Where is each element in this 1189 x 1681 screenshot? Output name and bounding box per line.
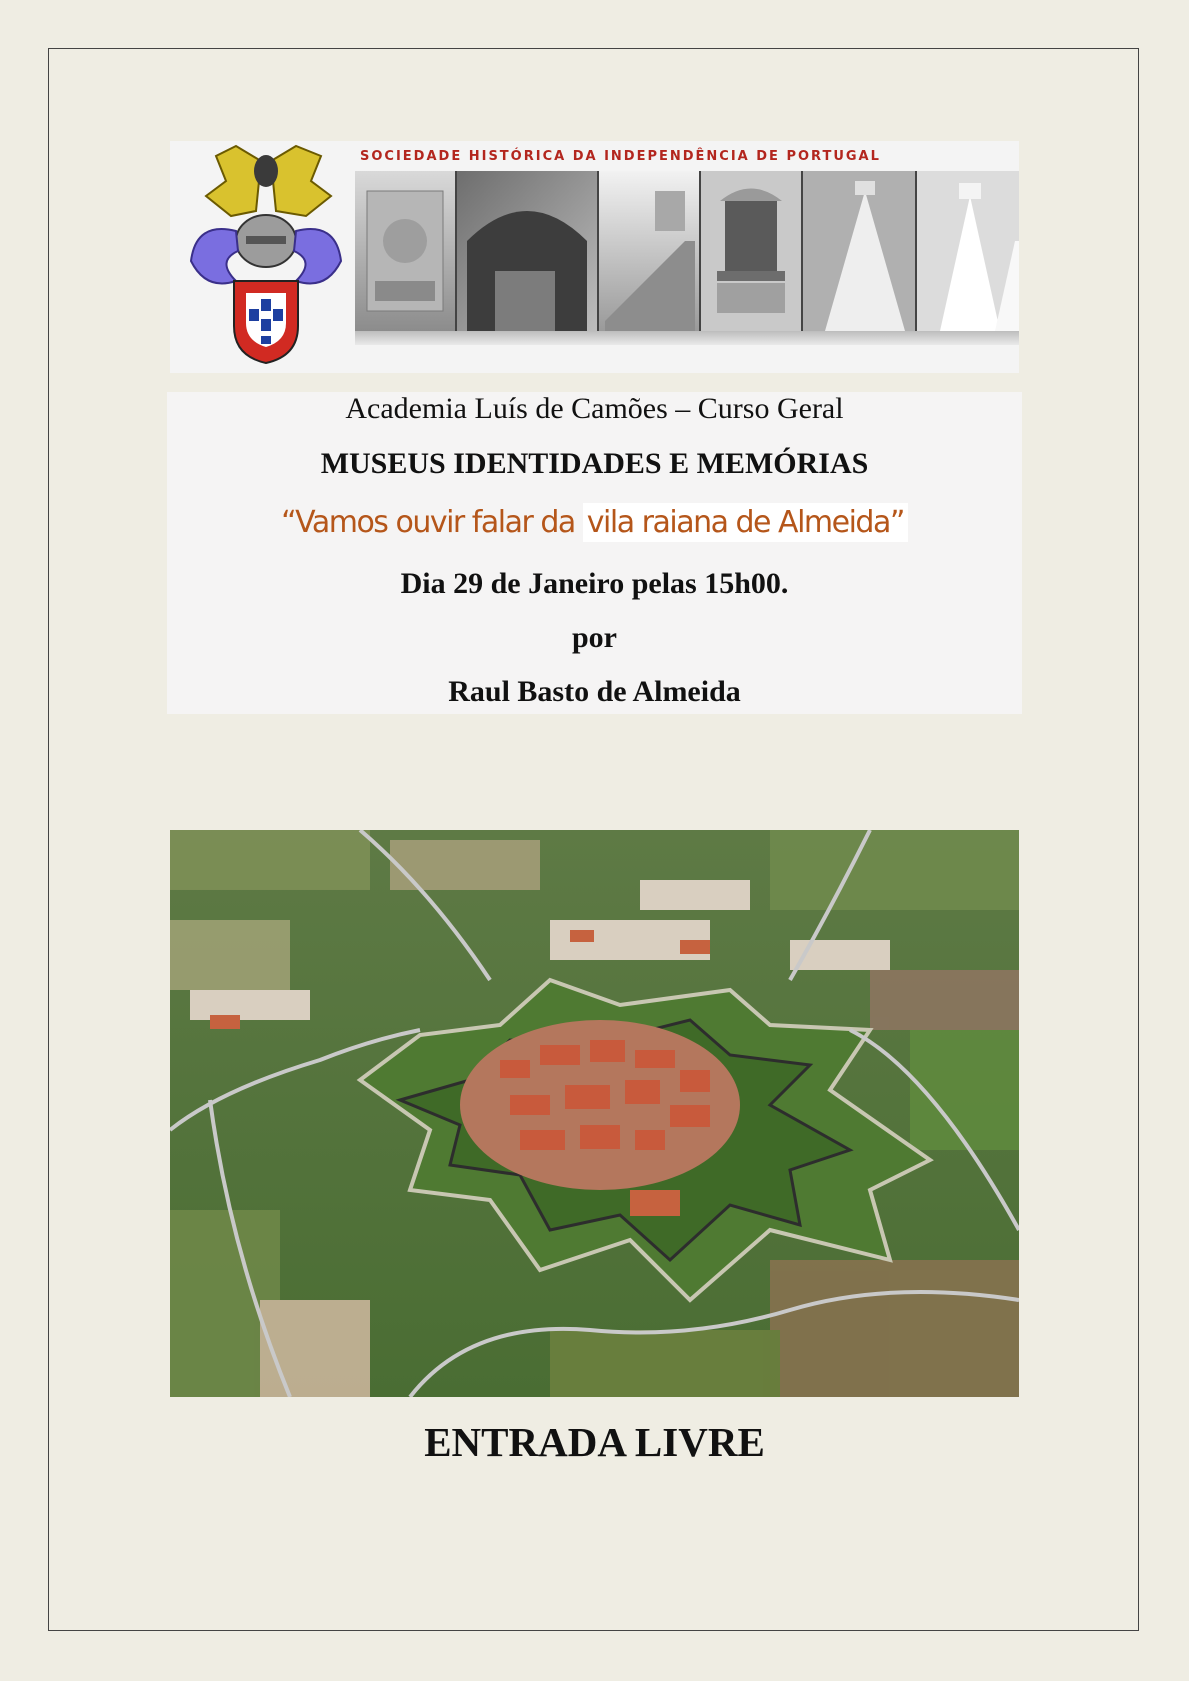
coat-of-arms-icon: [176, 141, 352, 373]
academy-line: Academia Luís de Camões – Curso Geral: [345, 392, 844, 425]
date-line: Dia 29 de Janeiro pelas 15h00.: [400, 567, 789, 600]
aerial-fortress-photo: [170, 830, 1019, 1397]
banner-photo-strip: [355, 171, 1019, 331]
society-name: SOCIEDADE HISTÓRICA DA INDEPENDÊNCIA DE PORTUGAL: [360, 149, 881, 164]
banner-base-strip: [355, 331, 1019, 345]
talk-title-part2: vila raiana de Almeida”: [583, 503, 908, 542]
event-info-panel: [167, 392, 1022, 714]
talk-title-part1: “Vamos ouvir falar da: [281, 505, 583, 540]
speaker-name: Raul Basto de Almeida: [448, 675, 741, 708]
series-title: MUSEUS IDENTIDADES E MEMÓRIAS: [320, 447, 869, 480]
by-label: por: [572, 621, 617, 654]
talk-title: [167, 505, 1022, 540]
admission-notice: ENTRADA LIVRE: [424, 1419, 765, 1465]
society-banner: [170, 141, 1019, 373]
